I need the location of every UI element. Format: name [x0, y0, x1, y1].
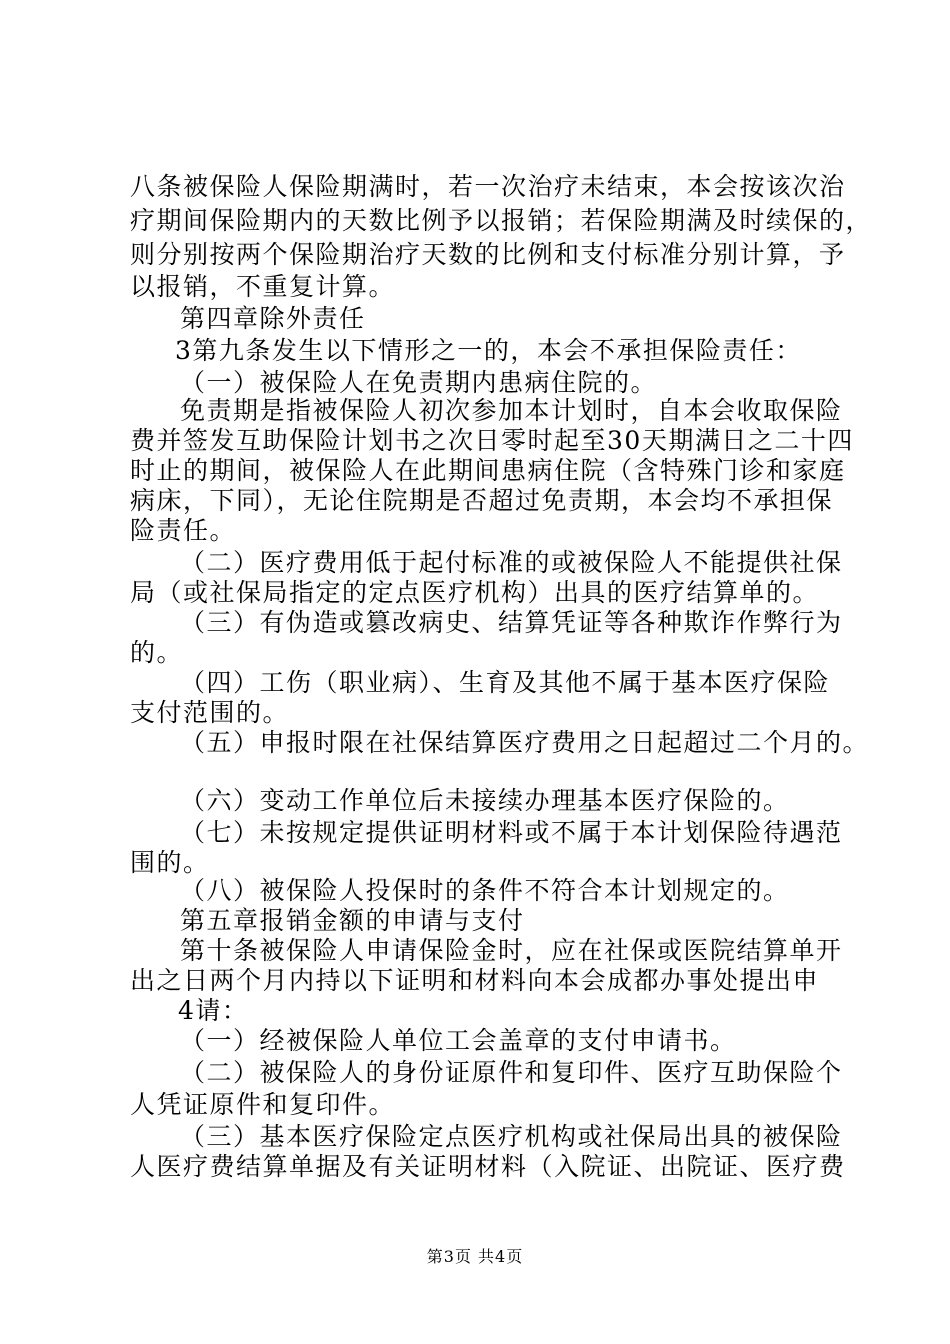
text-line: （五）申报时限在社保结算医疗费用之日起超过二个月的。 — [180, 728, 870, 757]
text-line: 则分别按两个保险期治疗天数的比例和支付标准分别计算，予 — [130, 240, 846, 269]
text-line: 第十条被保险人申请保险金时，应在社保或医院结算单开 — [180, 936, 843, 965]
text-line: 出之日两个月内持以下证明和材料向本会成都办事处提出申 — [130, 966, 820, 995]
text-line: 疗期间保险期内的天数比例予以报销；若保险期满及时续保的， — [130, 206, 873, 235]
text-line: 病床，下同），无论住院期是否超过免责期，本会均不承担保 — [130, 486, 834, 515]
text-line: 支付范围的。 — [130, 698, 290, 727]
text-line: 八条被保险人保险期满时，若一次治疗未结束，本会按该次治 — [130, 172, 846, 201]
text-line: 以报销，不重复计算。 — [130, 272, 396, 301]
page-footer: 第3页 共4页 — [426, 1247, 524, 1266]
text-line: （二）医疗费用低于起付标准的或被保险人不能提供社保 — [180, 548, 843, 577]
text-line: （六）变动工作单位后未接续办理基本医疗保险的。 — [180, 786, 790, 815]
text-line: 4请： — [178, 996, 249, 1025]
chapter-heading: 第五章报销金额的申请与支付 — [180, 906, 525, 935]
text-line: 险责任。 — [130, 516, 237, 545]
text-line: （四）工伤（职业病）、生育及其他不属于基本医疗保险 — [180, 668, 831, 697]
text-line: 时止的期间，被保险人在此期间患病住院（含特殊门诊和家庭 — [130, 456, 846, 485]
text-line: （三）有伪造或篡改病史、结算凭证等各种欺诈作弊行为 — [180, 608, 843, 637]
text-line: 人医疗费结算单据及有关证明材料（入院证、出院证、医疗费 — [130, 1152, 846, 1181]
text-line: 局（或社保局指定的定点医疗机构）出具的医疗结算单的。 — [130, 578, 820, 607]
chapter-heading: 第四章除外责任 — [180, 304, 366, 333]
text-line: 费并签发互助保险计划书之次日零时起至30天期满日之二十四 — [130, 426, 854, 455]
text-line: （二）被保险人的身份证原件和复印件、医疗互助保险个 — [180, 1058, 843, 1087]
text-line: （三）基本医疗保险定点医疗机构或社保局出具的被保险 — [180, 1122, 843, 1151]
text-line: 免责期是指被保险人初次参加本计划时，自本会收取保险 — [180, 396, 843, 425]
text-line: （一）被保险人在免责期内患病住院的。 — [180, 368, 658, 397]
text-line: 人凭证原件和复印件。 — [130, 1090, 396, 1119]
text-line: 围的。 — [130, 848, 210, 877]
text-line: （一）经被保险人单位工会盖章的支付申请书。 — [180, 1026, 737, 1055]
text-line: 3第九条发生以下情形之一的，本会不承担保险责任： — [175, 336, 802, 365]
text-line: （七）未按规定提供证明材料或不属于本计划保险待遇范 — [180, 818, 843, 847]
text-line: （八）被保险人投保时的条件不符合本计划规定的。 — [180, 876, 790, 905]
text-line: 的。 — [130, 638, 184, 667]
